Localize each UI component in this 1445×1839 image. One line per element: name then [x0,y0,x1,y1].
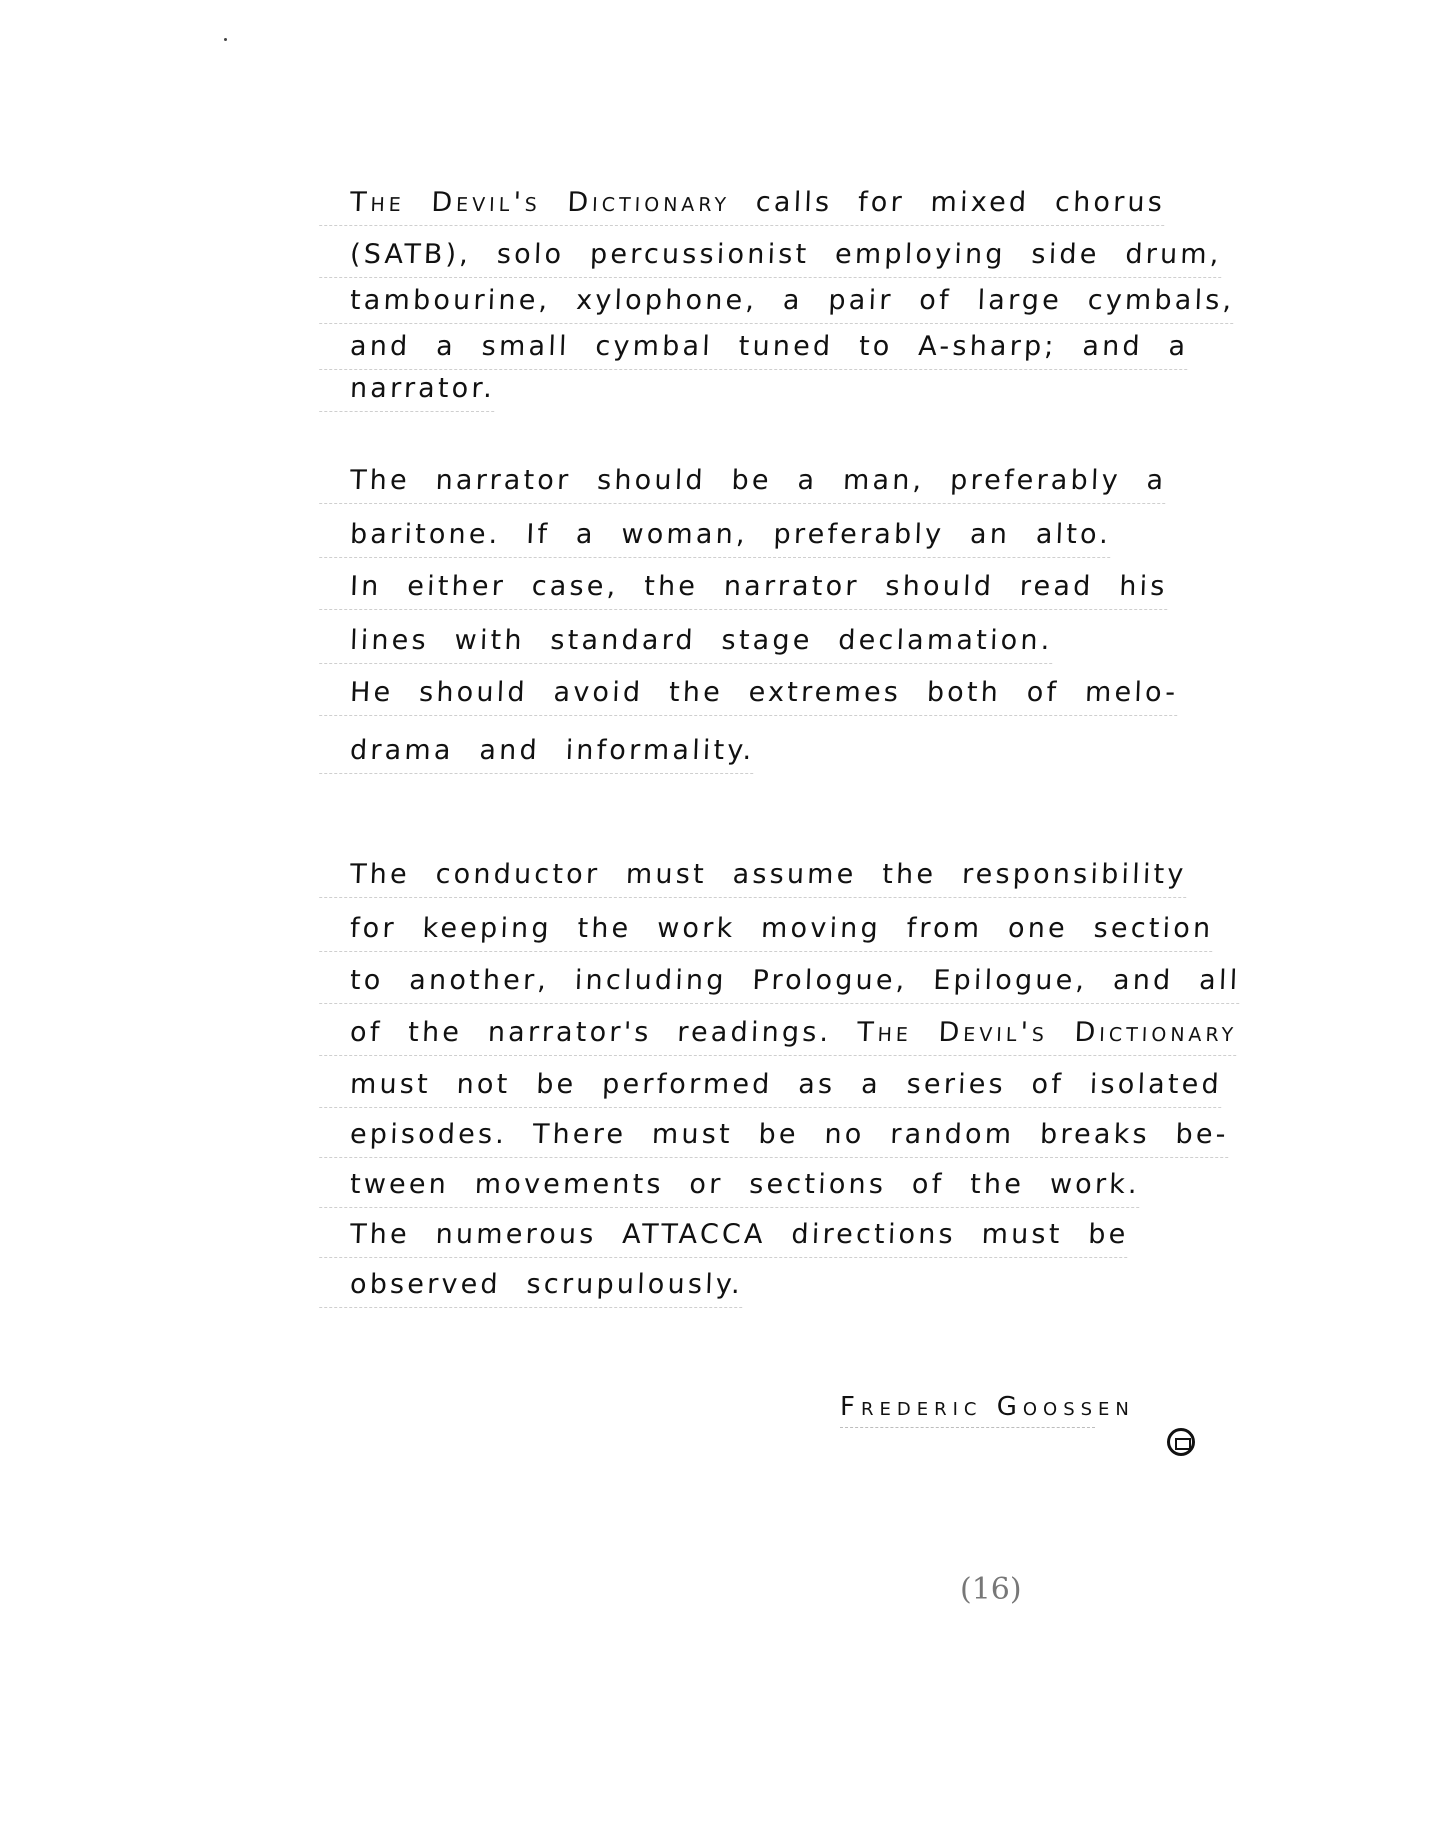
p3-line-3: to another, including Prologue, Epilogue, and all [349,965,1241,996]
p3-line-2: for keeping the work moving from one section [349,913,1214,944]
p2-line-3: In either case, the narrator should read his [349,571,1169,602]
p3-line-6: episodes. There must be no random breaks be- [349,1119,1230,1150]
p2-line-6: drama and informality. [349,735,755,766]
p3-line-4: of the narrator's readings. The Devil's Dictionary [349,1017,1238,1048]
p1-line-3: tambourine, xylophone, a pair of large cymbals, [349,285,1235,316]
p3-line-7: tween movements or sections of the work. [349,1169,1141,1200]
author-signature: Frederic Goossen [840,1392,1135,1422]
page-number: (16) [960,1572,1022,1607]
p2-line-1: The narrator should be a man, preferably a [349,465,1167,496]
p1-line-4: and a small cymbal tuned to A-sharp; and a [349,331,1189,362]
p1-line-1: The Devil's Dictionary calls for mixed chorus [349,187,1166,218]
p1-line-5: narrator. [349,373,496,404]
p1-line-2: (SATB), solo percussionist employing side drum, [349,239,1223,270]
p2-line-2: baritone. If a woman, preferably an alto. [349,519,1112,550]
scan-speck [224,38,227,41]
p3-line-9: observed scrupulously. [349,1269,744,1300]
work-title: The Devil's Dictionary [349,187,731,218]
copyright-circle-icon [1167,1428,1195,1456]
p3-line-1: The conductor must assume the responsibility [349,859,1188,890]
p3-line-5: must not be performed as a series of isolated [349,1069,1223,1100]
p2-line-4: lines with standard stage declamation. [349,625,1054,656]
p2-line-5: He should avoid the extremes both of melo- [349,677,1179,708]
work-title: The Devil's Dictionary [856,1017,1238,1048]
p3-line-8: The numerous ATTACCA directions must be [349,1219,1130,1250]
